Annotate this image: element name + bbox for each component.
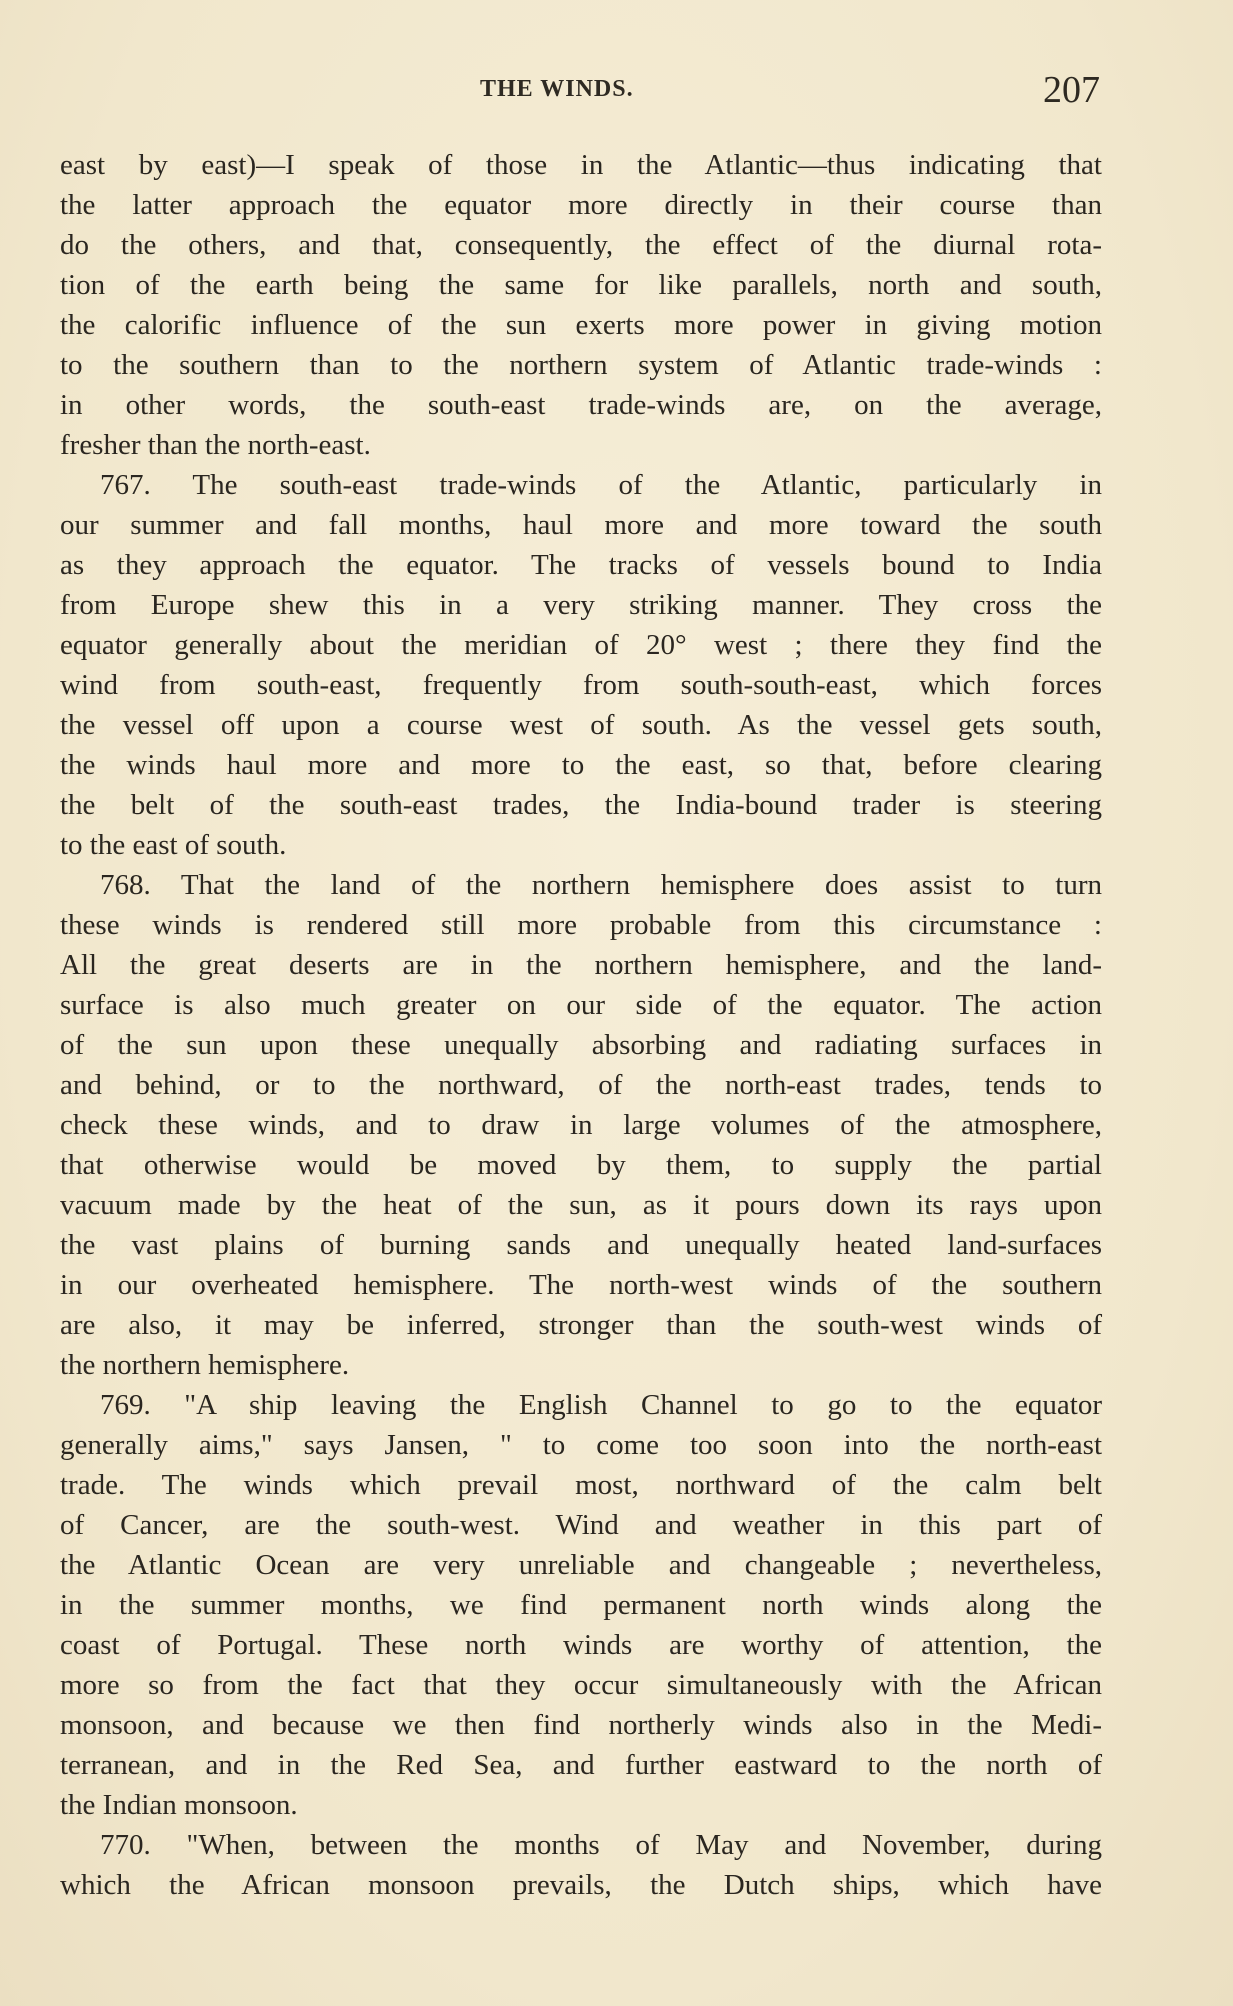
page-number: 207 [1043, 69, 1100, 111]
text-line: surface is also much greater on our side of the equator. The action [60, 989, 1102, 1021]
text-line: the vessel off upon a course west of south. As the vessel gets south, [60, 709, 1102, 741]
text-line: these winds is rendered still more probable from this circumstance : [60, 909, 1102, 941]
text-line: equator generally about the meridian of 20° west ; there they find the [60, 629, 1102, 661]
text-line: from Europe shew this in a very striking manner. They cross the [60, 589, 1102, 621]
body-text [60, 145, 1102, 1905]
text-line: All the great deserts are in the northern hemisphere, and the land- [60, 949, 1102, 981]
text-line: to the southern than to the northern system of Atlantic trade-winds : [60, 349, 1102, 381]
text-line: east by east)—I speak of those in the Atlantic—thus indicating that [60, 149, 1102, 181]
text-line: the Atlantic Ocean are very unreliable and changeable ; nevertheless, [60, 1549, 1102, 1581]
text-line: to the east of south. [60, 829, 287, 861]
text-line: the vast plains of burning sands and unequally heated land-surfaces [60, 1229, 1102, 1261]
text-line: 768. That the land of the northern hemisphere does assist to turn [100, 869, 1102, 901]
text-line: 770. "When, between the months of May and November, during [100, 1829, 1102, 1861]
text-line: the northern hemisphere. [60, 1349, 350, 1381]
text-line: that otherwise would be moved by them, to supply the partial [60, 1149, 1102, 1181]
text-line: vacuum made by the heat of the sun, as it pours down its rays upon [60, 1189, 1102, 1221]
running-title: THE WINDS. [480, 76, 634, 102]
text-line: do the others, and that, consequently, the effect of the diurnal rota- [60, 229, 1102, 261]
text-line: check these winds, and to draw in large volumes of the atmosphere, [60, 1109, 1102, 1141]
text-line: in the summer months, we find permanent north winds along the [60, 1589, 1102, 1621]
text-line: 767. The south-east trade-winds of the Atlantic, particularly in [100, 469, 1102, 501]
text-line: are also, it may be inferred, stronger than the south-west winds of [60, 1309, 1102, 1341]
text-line: the calorific influence of the sun exerts more power in giving motion [60, 309, 1102, 341]
running-head [60, 68, 1100, 118]
text-line: of the sun upon these unequally absorbing and radiating surfaces in [60, 1029, 1102, 1061]
text-line: more so from the fact that they occur simultaneously with the African [60, 1669, 1102, 1701]
text-line: as they approach the equator. The tracks of vessels bound to India [60, 549, 1102, 581]
text-line: 769. "A ship leaving the English Channel to go to the equator [100, 1389, 1102, 1421]
text-line: which the African monsoon prevails, the Dutch ships, which have [60, 1869, 1102, 1901]
text-line: generally aims," says Jansen, " to come too soon into the north-east [60, 1429, 1102, 1461]
text-line: coast of Portugal. These north winds are worthy of attention, the [60, 1629, 1102, 1661]
text-line: in our overheated hemisphere. The north-west winds of the southern [60, 1269, 1102, 1301]
text-line: the Indian monsoon. [60, 1789, 298, 1821]
text-line: the winds haul more and more to the east, so that, before clearing [60, 749, 1102, 781]
text-line: and behind, or to the northward, of the north-east trades, tends to [60, 1069, 1102, 1101]
text-line: terranean, and in the Red Sea, and further eastward to the north of [60, 1749, 1102, 1781]
text-line: the latter approach the equator more directly in their course than [60, 189, 1102, 221]
text-line: the belt of the south-east trades, the India-bound trader is steering [60, 789, 1102, 821]
text-line: of Cancer, are the south-west. Wind and weather in this part of [60, 1509, 1102, 1541]
text-line: fresher than the north-east. [60, 429, 371, 461]
text-line: in other words, the south-east trade-winds are, on the average, [60, 389, 1102, 421]
text-line: trade. The winds which prevail most, northward of the calm belt [60, 1469, 1102, 1501]
text-line: tion of the earth being the same for like parallels, north and south, [60, 269, 1102, 301]
text-line: our summer and fall months, haul more and more toward the south [60, 509, 1102, 541]
text-line: monsoon, and because we then find northerly winds also in the Medi- [60, 1709, 1102, 1741]
text-line: wind from south-east, frequently from south-south-east, which forces [60, 669, 1102, 701]
